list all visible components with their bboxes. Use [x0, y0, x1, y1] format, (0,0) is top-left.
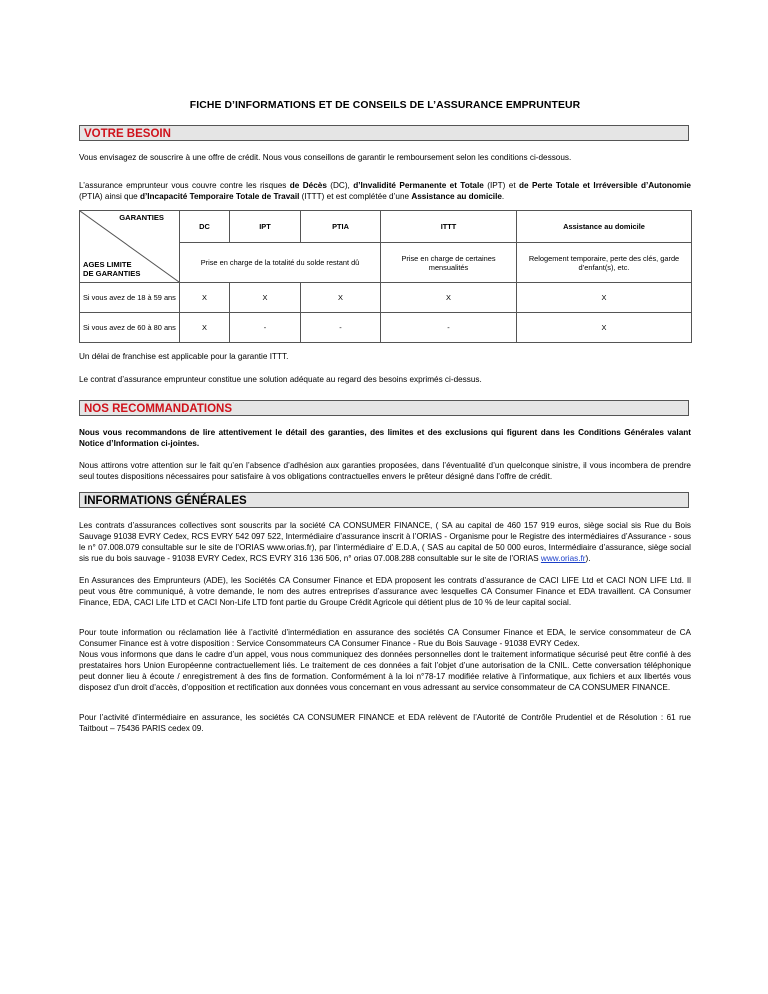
infos-paragraph-1: Les contrats d’assurances collectives sont souscrits par la société CA CONSUMER FINANCE, ( SA au capital de 460 157 919 euros, siège social sis Rue du Bois Sauvage 91038 EVRY Cedex, RCS EVRY 542 097 522, Intermédiaire d’assurance inscrit à l’ORIAS - Organisme pour le Registre des intermédiaires d’Assurance - sous le n° 07.008.079 consultable sur le site de l’ORIAS www.orias.fr), par l’intermédiaire d’ E.D.A, ( SAS au capital de 50 000 euros, Intermédiaire d’assurance, siège social sis rue du bois sauvage - 91038 EVRY Cedex, RCS EVRY 316 136 506, n° orias 07.008.288 consultable sur le site de l’ORIAS www.orias.fr). [79, 521, 691, 563]
guarantees-table [79, 210, 692, 343]
section-header-besoin: VOTRE BESOIN [79, 125, 689, 141]
desc-ittt: Prise en charge de certaines mensualités [381, 243, 517, 283]
cell-dc: X [180, 283, 230, 313]
header-ages-limite: AGES LIMITE DE GARANTIES [83, 260, 141, 278]
infos-paragraph-2: En Assurances des Emprunteurs (ADE), les Sociétés CA Consumer Finance et EDA proposent les contrats d’assurance de CACI LIFE Ltd et CACI NON LIFE Ltd. Il peut vous être communiqué, à votre demande, le nom des autres entreprises d’assurance avec lesquelles CA Consumer Finance et EDA travaillent. CA Consumer Finance, EDA, CACI Life LTD et CACI Non-Life LTD font partie du Groupe Crédit Agricole qui détient plus de 10 % de leur capital social. [79, 576, 691, 607]
table-row [80, 283, 692, 313]
cell-ittt: - [381, 313, 517, 343]
col-header-ittt: ITTT [381, 211, 517, 243]
section-header-recommandations: NOS RECOMMANDATIONS [79, 400, 689, 416]
besoin-paragraph-4: Le contrat d’assurance emprunteur constitue une solution adéquate au regard des besoins exprimés ci-dessus. [79, 375, 482, 384]
cell-assistance: X [517, 283, 692, 313]
desc-solde-restant: Prise en charge de la totalité du solde restant dû [180, 243, 381, 283]
besoin-paragraph-3: Un délai de franchise est applicable pour la garantie ITTT. [79, 352, 289, 361]
cell-ittt: X [381, 283, 517, 313]
col-header-dc: DC [180, 211, 230, 243]
infos-paragraph-4: Nous vous informons que dans le cadre d’un appel, vous nous communiquez des données personnelles dont le traitement informatique sécurisé peut être confié à des prestataires hors Union Européenne contractuellement liés. Le traitement de ces données a fait l’objet d’une autorisation de la CNIL. Cette conversation téléphonique peut donner lieu à écoute / enregistrement à des fins de formation. Conformément à la loi n°78-17 modifiée relative à l’informatique, aux fichiers et aux libertés vous disposez d’un droit d’accès, d’opposition et rectification aux données vous concernant en vous adressant au service consommateur de CA CONSUMER FINANCE. [79, 650, 691, 692]
col-header-ipt: IPT [230, 211, 301, 243]
cell-dc: X [180, 313, 230, 343]
table-row [80, 313, 692, 343]
recos-paragraph-1: Nous vous recommandons de lire attentivement le détail des garanties, des limites et des exclusions qui figurent dans les Conditions Générales valant Notice d’Information ci-jointes. [79, 428, 691, 448]
col-header-ptia: PTIA [301, 211, 381, 243]
section-header-informations: INFORMATIONS GÉNÉRALES [79, 492, 689, 508]
cell-ipt: - [230, 313, 301, 343]
cell-assistance: X [517, 313, 692, 343]
desc-assistance: Relogement temporaire, perte des clés, garde d’enfant(s), etc. [517, 243, 692, 283]
cell-ptia: - [301, 313, 381, 343]
document-title: FICHE D’INFORMATIONS ET DE CONSEILS DE L’ASSURANCE EMPRUNTEUR [189, 100, 581, 111]
infos-paragraph-5: Pour l’activité d’intermédiaire en assurance, les sociétés CA CONSUMER FINANCE et EDA relèvent de l’Autorité de Contrôle Prudentiel et de Résolution : 61 rue Taitbout – 75436 PARIS cedex 09. [79, 713, 691, 733]
row-label: Si vous avez de 18 à 59 ans [80, 283, 180, 313]
table-diagonal-header-cell [80, 211, 180, 283]
cell-ptia: X [301, 283, 381, 313]
besoin-paragraph-2: L’assurance emprunteur vous couvre contre les risques de Décès (DC), d’Invalidité Permanente et Totale (IPT) et de Perte Totale et Irréversible d’Autonomie (PTIA) ainsi que d’Incapacité Temporaire Totale de Travail (ITTT) et est complétée d’une Assistance au domicile. [79, 181, 691, 201]
infos-paragraph-3: Pour toute information ou réclamation liée à l’activité d’intermédiation en assurance des sociétés CA Consumer Finance et EDA, le service consommateur de CA Consumer Finance est à votre disposition : Service Consommateurs CA Consumer Finance - Rue du Bois Sauvage - 91038 EVRY Cedex. [79, 628, 691, 648]
besoin-paragraph-1: Vous envisagez de souscrire à une offre de crédit. Nous vous conseillons de garantir le remboursement selon les conditions ci-dessous. [79, 153, 572, 162]
recos-paragraph-2: Nous attirons votre attention sur le fait qu’en l’absence d’adhésion aux garanties proposées, dans l’éventualité d’un quelconque sinistre, il vous incombera de prendre seul toutes dispositions nécessaires pour satisfaire à vos obligations contractuelles envers le prêteur désigné dans l’offre de crédit. [79, 461, 691, 481]
header-garanties: GARANTIES [119, 213, 164, 222]
orias-link[interactable]: www.orias.fr [540, 554, 586, 563]
cell-ipt: X [230, 283, 301, 313]
row-label: Si vous avez de 60 à 80 ans [80, 313, 180, 343]
col-header-assistance: Assistance au domicile [517, 211, 692, 243]
